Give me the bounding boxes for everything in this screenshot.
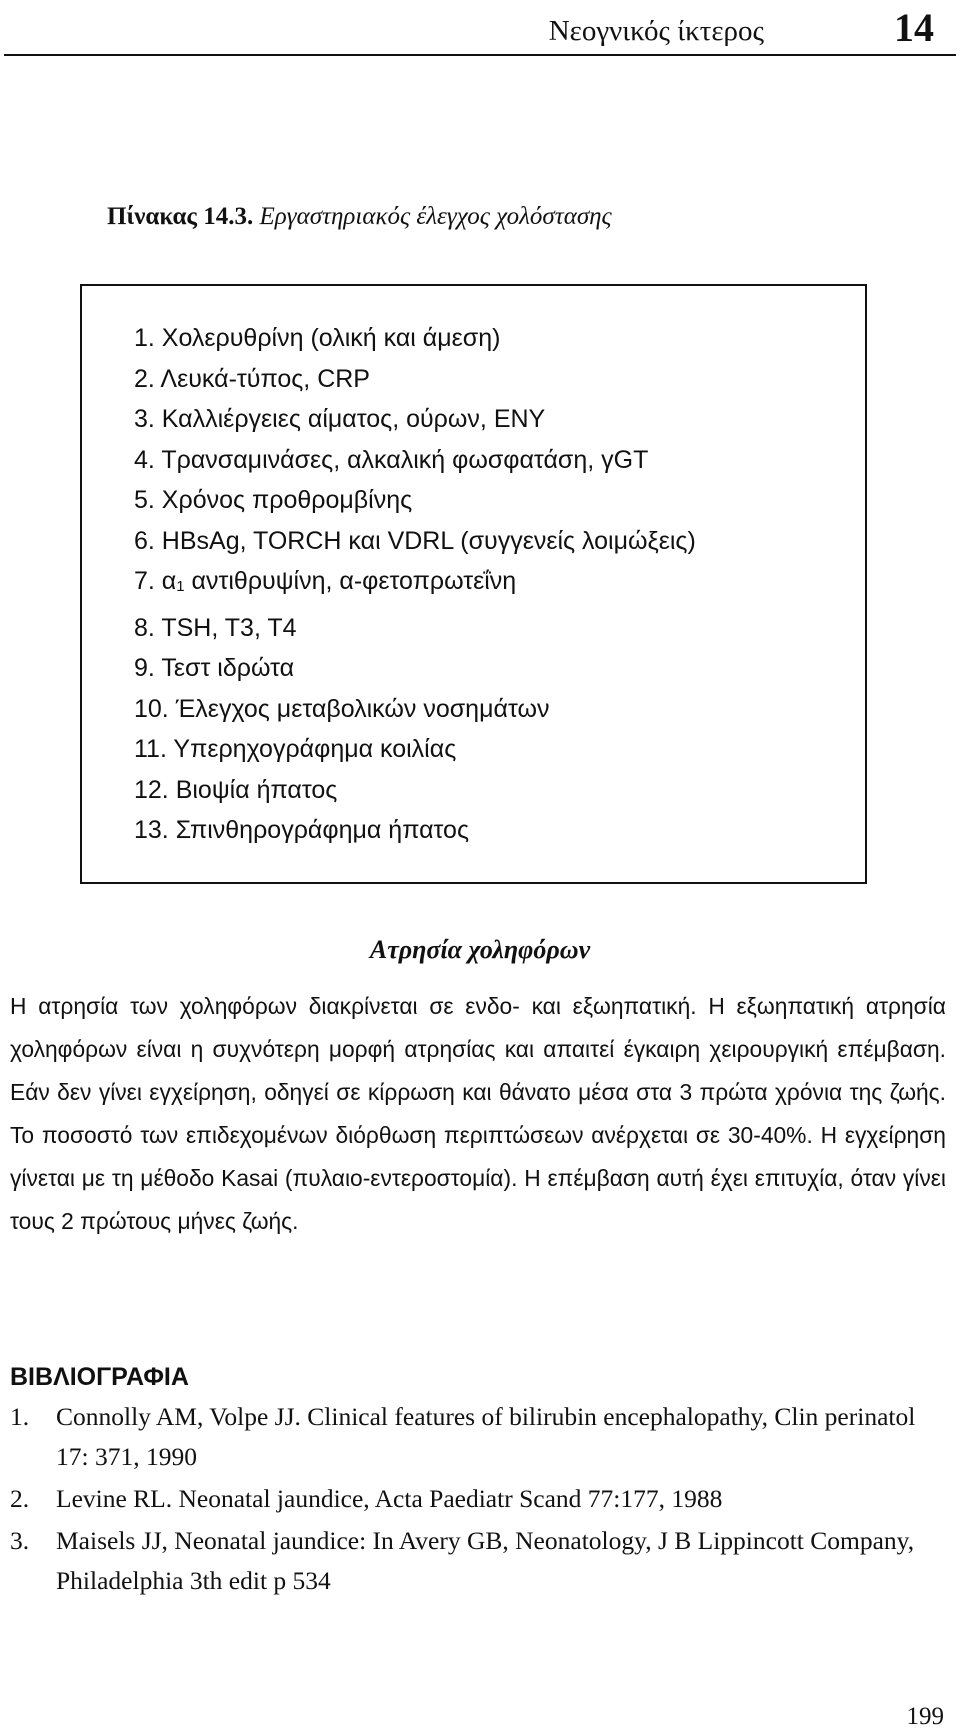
table-caption bbox=[107, 202, 612, 232]
chapter-title: Νεογνικός ίκτερος bbox=[548, 15, 764, 47]
list-item: 2. Λευκά-τύπος, CRP bbox=[134, 364, 370, 393]
section-heading: Ατρησία χοληφόρων bbox=[369, 935, 591, 964]
list-item: 3. Καλλιέργειες αίματος, ούρων, ΕΝΥ bbox=[134, 405, 546, 433]
list-item: 6. HBsAg, TORCH και VDRL (συγγενείς λοιμώξεις) bbox=[134, 526, 696, 555]
lab-tests-list bbox=[134, 318, 696, 851]
item-subscript: 1 bbox=[176, 578, 185, 595]
page-header bbox=[0, 0, 960, 56]
bibliography-list bbox=[10, 1397, 950, 1603]
bibliography-heading: ΒΙΒΛΙΟΓΡΑΦΙΑ bbox=[10, 1363, 189, 1391]
list-item: 5. Χρόνος προθρομβίνης bbox=[134, 486, 413, 514]
list-item: 13. Σπινθηρογράφημα ήπατος bbox=[134, 816, 470, 844]
bibliography-text: Levine RL. Neonatal jaundice, Acta Paediatr Scand 77:177, 1988 bbox=[56, 1484, 723, 1513]
table-label: Πίνακας 14.3. bbox=[107, 203, 254, 230]
list-item: 1. Χολερυθρίνη (ολική και άμεση) bbox=[134, 324, 501, 352]
list-item: 10. Έλεγχος μεταβολικών νοσημάτων bbox=[134, 694, 550, 723]
bibliography-text: Connolly AM, Volpe JJ. Clinical features of bilirubin encephalopathy, Clin perinatol 17: 371, 1990 bbox=[56, 1402, 916, 1471]
table-title: Εργαστηριακός έλεγχος χολόστασης bbox=[259, 203, 612, 230]
chapter-number: 14 bbox=[894, 5, 934, 50]
bibliography-number: 2. bbox=[10, 1484, 30, 1513]
list-item: 8. TSH, T3, T4 bbox=[134, 613, 297, 642]
bibliography-item bbox=[10, 1479, 950, 1519]
bibliography-item bbox=[10, 1521, 950, 1601]
list-item: 9. Τεστ ιδρώτα bbox=[134, 654, 295, 682]
bibliography-item bbox=[10, 1397, 950, 1477]
body-paragraph: Η ατρησία των χοληφόρων διακρίνεται σε ενδο- και εξωηπατική. Η εξωηπατική ατρησία χοληφόρων είναι η συχνότερη μορφή ατρησίας και απαιτεί έγκαιρη χειρουργική επέμβαση. Εάν δεν γίνει εγχείρηση, οδηγεί σε κίρρωση και θάνατο μέσα στα 3 πρώτα χρόνια της ζωής. Το ποσοστό των επιδεχομένων διόρθωση περιπτώσεων ανέρχεται σε 30-40%. Η εγχείρηση γίνεται με τη μέθοδο Kasai (πυλαιο-εντεροστομία). Η επέμβαση αυτή έχει επιτυχία, όταν γίνει τους 2 πρώτους μήνες ζωής. bbox=[10, 993, 946, 1234]
item-text: 7. α bbox=[134, 567, 177, 595]
bibliography-text: Maisels JJ, Neonatal jaundice: In Avery GB, Neonatology, J B Lippincott Company, Philadelphia 3th edit p 534 bbox=[56, 1526, 915, 1595]
list-item: 11. Υπερηχογράφημα κοιλίας bbox=[134, 735, 457, 763]
list-item: 4. Τρανσαμινάσες, αλκαλική φωσφατάση, γGT bbox=[134, 445, 649, 474]
page-number: 199 bbox=[906, 1703, 944, 1730]
bibliography-number: 3. bbox=[10, 1526, 30, 1555]
table-box bbox=[80, 284, 867, 884]
bibliography-number: 1. bbox=[10, 1402, 30, 1431]
list-item: 12. Βιοψία ήπατος bbox=[134, 775, 338, 804]
item-text-rest: αντιθρυψίνη, α-φετοπρωτεΐνη bbox=[184, 567, 517, 595]
list-item bbox=[134, 561, 696, 608]
header-rule bbox=[4, 54, 956, 56]
